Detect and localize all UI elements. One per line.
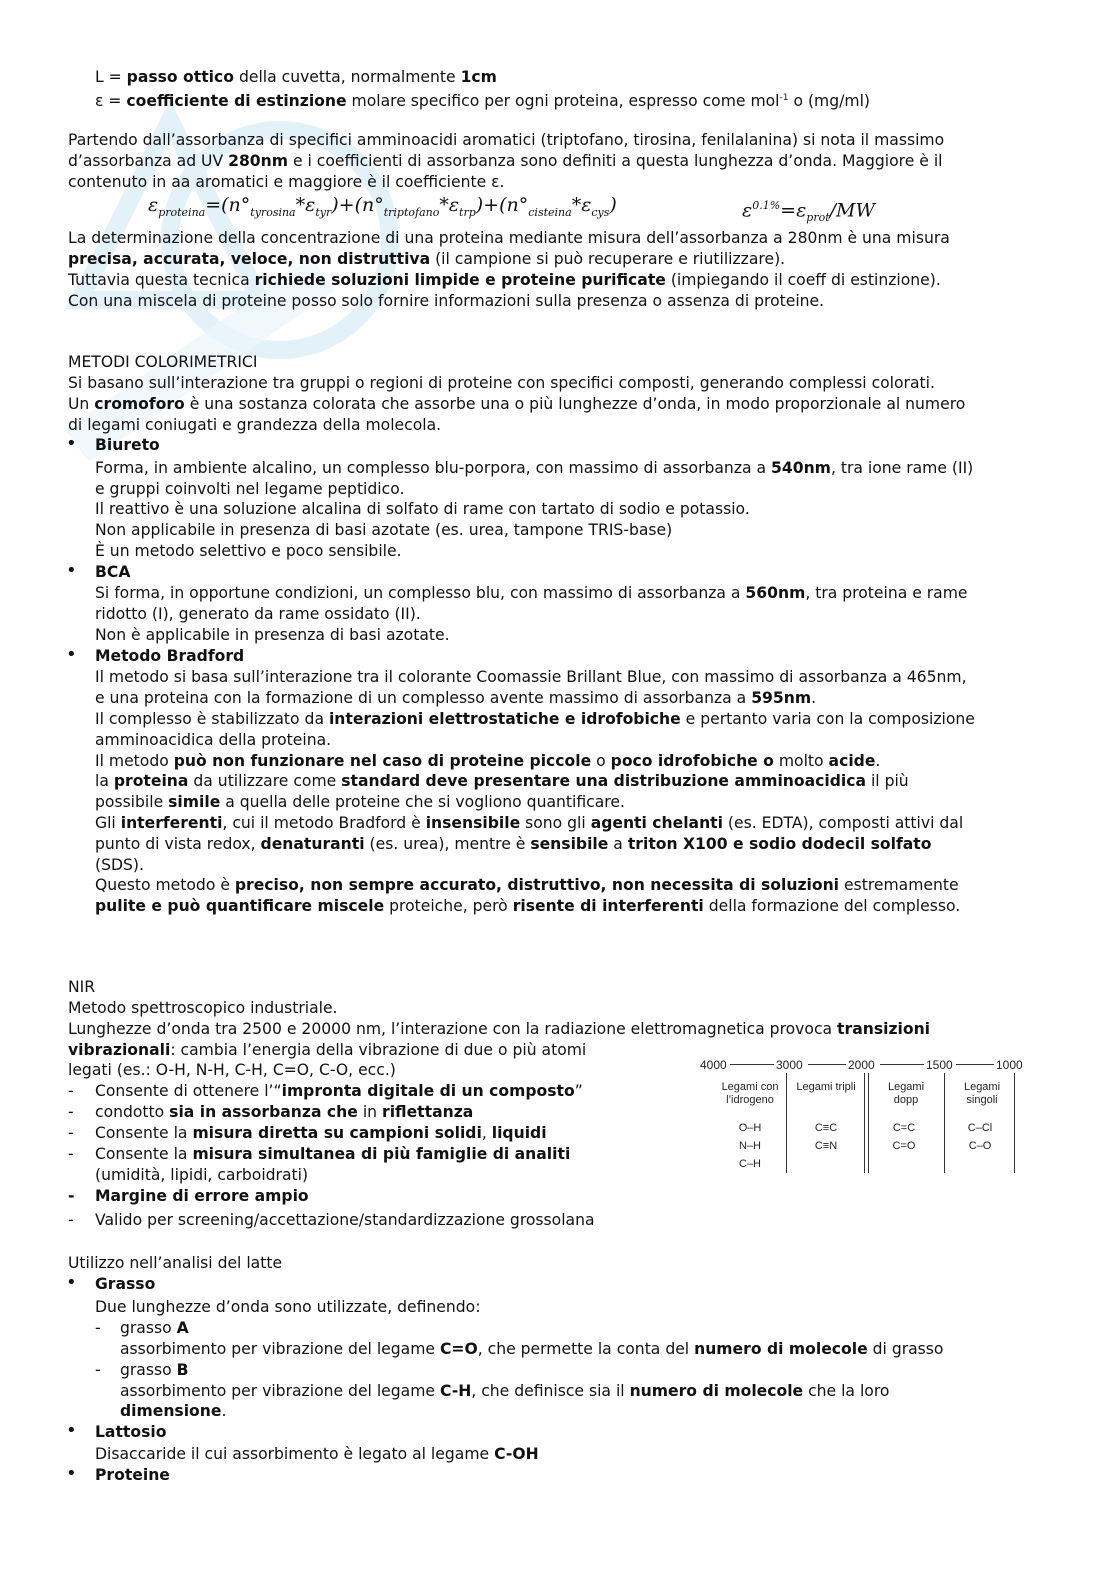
bond-value: C=O bbox=[892, 1140, 916, 1152]
bond-value: C=C bbox=[892, 1122, 916, 1134]
dash-marker: - bbox=[68, 1187, 75, 1205]
biureto-line4: Non applicabile in presenza di basi azotate (es. urea, tampone TRIS-base) bbox=[95, 521, 673, 539]
col-double-title: Legami dopp bbox=[887, 1081, 925, 1106]
epsilon-definition: ε = coefficiente di estinzione molare specifico per ogni proteina, espresso come mol$^{-1}$ o (mg/ml) bbox=[95, 92, 870, 111]
bond-value: O–H bbox=[738, 1122, 762, 1134]
uv-determination-line1: La determinazione della concentrazione di una proteina mediante misura dell’assorbanza a 280nm è una misura bbox=[68, 229, 950, 247]
column-divider bbox=[944, 1073, 945, 1173]
nir-item1: Consente di ottenere l’“impronta digitale di un composto” bbox=[95, 1082, 583, 1100]
dash-marker: - bbox=[68, 1211, 74, 1229]
epsilon-percent-formula: $\varepsilon^{0.1\%}=\varepsilon_{prot}/MW$ bbox=[742, 199, 876, 225]
bullet-icon: • bbox=[66, 560, 77, 581]
axis-label: 1500 bbox=[926, 1058, 953, 1072]
col-triple-values bbox=[810, 1119, 842, 1155]
bradford-line11: Questo metodo è preciso, non sempre accurato, distruttivo, non necessita di soluzioni estremamente bbox=[95, 876, 959, 894]
column-divider bbox=[868, 1073, 869, 1173]
bradford-line4: amminoacidica della proteina. bbox=[95, 731, 332, 749]
milk-heading: Utilizzo nell’analisi del latte bbox=[68, 1254, 283, 1272]
column-divider bbox=[864, 1073, 865, 1173]
lattosio-title: Lattosio bbox=[95, 1423, 167, 1441]
nir-item4: Consente la misura simultanea di più famiglie di analiti bbox=[95, 1145, 571, 1163]
axis-line bbox=[730, 1064, 774, 1065]
uv-limitation-line: Tuttavia questa tecnica richiede soluzioni limpide e proteine purificate (impiegando il coeff di estinzione). bbox=[68, 271, 941, 289]
dash-marker: - bbox=[68, 1103, 74, 1121]
biureto-title: Biureto bbox=[95, 436, 160, 454]
axis-label: 3000 bbox=[776, 1058, 803, 1072]
colorimetric-intro: Si basano sull’interazione tra gruppi o regioni di proteine con specifici composti, generando complessi colorati. bbox=[68, 374, 935, 392]
uv-determination-line2: precisa, accurata, veloce, non distruttiva (il campione si può recuperare e riutilizzare). bbox=[68, 250, 786, 268]
axis-line bbox=[808, 1064, 846, 1065]
nir-item2: condotto sia in assorbanza che in riflettanza bbox=[95, 1103, 474, 1121]
bca-line3: Non è applicabile in presenza di basi azotate. bbox=[95, 626, 450, 644]
axis-label: 4000 bbox=[700, 1058, 727, 1072]
dash-marker: - bbox=[68, 1124, 74, 1142]
dash-marker: - bbox=[95, 1361, 101, 1379]
bradford-line9: punto di vista redox, denaturanti (es. urea), mentre è sensibile a triton X100 e sodio dodecil solfato bbox=[95, 835, 932, 853]
grasso-b-label: grasso B bbox=[120, 1361, 189, 1379]
bullet-icon: • bbox=[66, 1420, 77, 1441]
bond-value: C≡N bbox=[814, 1140, 838, 1152]
bond-wavenumber-table bbox=[700, 1055, 1030, 1185]
nir-item3: Consente la misura diretta su campioni solidi, liquidi bbox=[95, 1124, 547, 1142]
biureto-line5: È un metodo selettivo e poco sensibile. bbox=[95, 542, 402, 560]
bradford-line2: e una proteina con la formazione di un complesso avente massimo di assorbanza a 595nm. bbox=[95, 689, 817, 707]
nir-item5: Margine di errore ampio bbox=[95, 1187, 309, 1205]
biureto-line3: Il reattivo è una soluzione alcalina di solfato di rame con tartato di sodio e potassio. bbox=[95, 500, 750, 518]
bradford-line8: Gli interferenti, cui il metodo Bradford è insensibile sono gli agenti chelanti (es. EDTA), composti attivi dal bbox=[95, 814, 964, 832]
bradford-title: Metodo Bradford bbox=[95, 647, 245, 665]
axis-label: 2000 bbox=[848, 1058, 875, 1072]
grasso-title: Grasso bbox=[95, 1275, 156, 1293]
bradford-line1: Il metodo si basa sull’interazione tra il colorante Coomassie Brillant Blue, con massimo di assorbanza a 465nm, bbox=[95, 668, 967, 686]
grasso-a-line: assorbimento per vibrazione del legame C=O, che permette la conta del numero di molecole di grasso bbox=[120, 1340, 944, 1358]
bullet-icon: • bbox=[66, 644, 77, 665]
bca-line1: Si forma, in opportune condizioni, un complesso blu, con massimo di assorbanza a 560nm, tra proteina e rame bbox=[95, 584, 968, 602]
nir-line2: Lunghezze d’onda tra 2500 e 20000 nm, l’interazione con la radiazione elettromagnetica provoca transizioni bbox=[68, 1020, 931, 1038]
bond-value: N–H bbox=[738, 1140, 761, 1152]
nir-item4-detail: (umidità, lipidi, carboidrati) bbox=[95, 1166, 309, 1184]
bca-line2: ridotto (I), generato da rame ossidato (II). bbox=[95, 605, 421, 623]
axis-line bbox=[956, 1064, 994, 1065]
bond-value: C–H bbox=[738, 1158, 761, 1170]
colorimetric-heading: METODI COLORIMETRICI bbox=[68, 353, 258, 371]
nir-item6: Valido per screening/accettazione/standardizzazione grossolana bbox=[95, 1211, 595, 1229]
column-divider bbox=[1014, 1073, 1015, 1173]
bullet-icon: • bbox=[66, 433, 77, 454]
grasso-a-label: grasso A bbox=[120, 1319, 189, 1337]
nir-line3: vibrazionali: cambia l’energia della vibrazione di due o più atomi bbox=[68, 1041, 587, 1059]
bradford-line3: Il complesso è stabilizzato da interazioni elettrostatiche e idrofobiche e pertanto varia con la composizione bbox=[95, 710, 975, 728]
grasso-line1: Due lunghezze d’onda sono utilizzate, definendo: bbox=[95, 1298, 481, 1316]
col-hydrogen-values bbox=[734, 1119, 766, 1173]
axis-line bbox=[880, 1064, 924, 1065]
uv-mixture-line: Con una miscela di proteine posso solo fornire informazioni sulla presenza o assenza di proteine. bbox=[68, 292, 825, 310]
bond-value: C–O bbox=[968, 1140, 992, 1152]
nir-heading: NIR bbox=[68, 978, 96, 996]
proteine-title: Proteine bbox=[95, 1466, 170, 1484]
bullet-icon: • bbox=[66, 1463, 77, 1484]
biureto-line1: Forma, in ambiente alcalino, un complesso blu-porpora, con massimo di assorbanza a 540nm, tra ione rame (II) bbox=[95, 459, 974, 477]
nir-line4: legati (es.: O-H, N-H, C-H, C=O, C-O, ecc.) bbox=[68, 1061, 396, 1079]
bradford-line12: pulite e può quantificare miscele proteiche, però risente di interferenti della formazione del complesso. bbox=[95, 897, 961, 915]
axis-label: 1000 bbox=[996, 1058, 1023, 1072]
lattosio-line1: Disaccaride il cui assorbimento è legato al legame C-OH bbox=[95, 1445, 539, 1463]
bradford-line7: possibile simile a quella delle proteine che si vogliono quantificare. bbox=[95, 793, 625, 811]
column-divider bbox=[786, 1073, 787, 1173]
bond-value: C–Cl bbox=[967, 1122, 993, 1134]
col-double-values bbox=[888, 1119, 920, 1155]
col-single-values bbox=[962, 1119, 998, 1155]
uv-paragraph-line3: contenuto in aa aromatici e maggiore è il coefficiente ε. bbox=[68, 173, 505, 191]
dash-marker: - bbox=[68, 1145, 74, 1163]
bullet-icon: • bbox=[66, 1272, 77, 1293]
biureto-line2: e gruppi coinvolti nel legame peptidico. bbox=[95, 480, 405, 498]
grasso-b-line2: dimensione. bbox=[120, 1402, 227, 1420]
col-hydrogen-title: Legami con l’idrogeno bbox=[721, 1081, 779, 1106]
col-single-title: Legami singoli bbox=[963, 1081, 1001, 1106]
dash-marker: - bbox=[68, 1082, 74, 1100]
bradford-line5: Il metodo può non funzionare nel caso di proteine piccole o poco idrofobiche o molto acide. bbox=[95, 752, 881, 770]
bradford-line6: la proteina da utilizzare come standard deve presentare una distribuzione amminoacidica il più bbox=[95, 772, 909, 790]
uv-paragraph-line1: Partendo dall’assorbanza di specifici amminoacidi aromatici (triptofano, tirosina, fenilalanina) si nota il massimo bbox=[68, 131, 945, 149]
nir-line1: Metodo spettroscopico industriale. bbox=[68, 999, 338, 1017]
chromophore-line2: di legami coniugati e grandezza della molecola. bbox=[68, 416, 442, 434]
uv-paragraph-line2: d’assorbanza ad UV 280nm e i coefficienti di assorbanza sono definiti a questa lunghezza d’onda. Maggiore è il bbox=[68, 152, 943, 170]
bca-title: BCA bbox=[95, 563, 131, 581]
bond-value: C≡C bbox=[814, 1122, 838, 1134]
bradford-line10: (SDS). bbox=[95, 856, 144, 874]
L-definition: L = passo ottico della cuvetta, normalmente 1cm bbox=[95, 68, 497, 86]
epsilon-protein-formula: $\varepsilon_{proteina}=(n^\circ_{tyrosina}*\varepsilon_{tyr})+(n^\circ_{triptofano}*\varepsilon_{trp})+(n^\circ_{cisteina}*\varepsilon_{cys})$ bbox=[148, 194, 617, 219]
grasso-b-line1: assorbimento per vibrazione del legame C-H, che definisce sia il numero di molecole che la loro bbox=[120, 1382, 890, 1400]
col-triple-title: Legami tripli bbox=[796, 1081, 856, 1093]
dash-marker: - bbox=[95, 1319, 101, 1337]
chromophore-line1: Un cromoforo è una sostanza colorata che assorbe una o più lunghezze d’onda, in modo proporzionale al numero bbox=[68, 395, 966, 413]
